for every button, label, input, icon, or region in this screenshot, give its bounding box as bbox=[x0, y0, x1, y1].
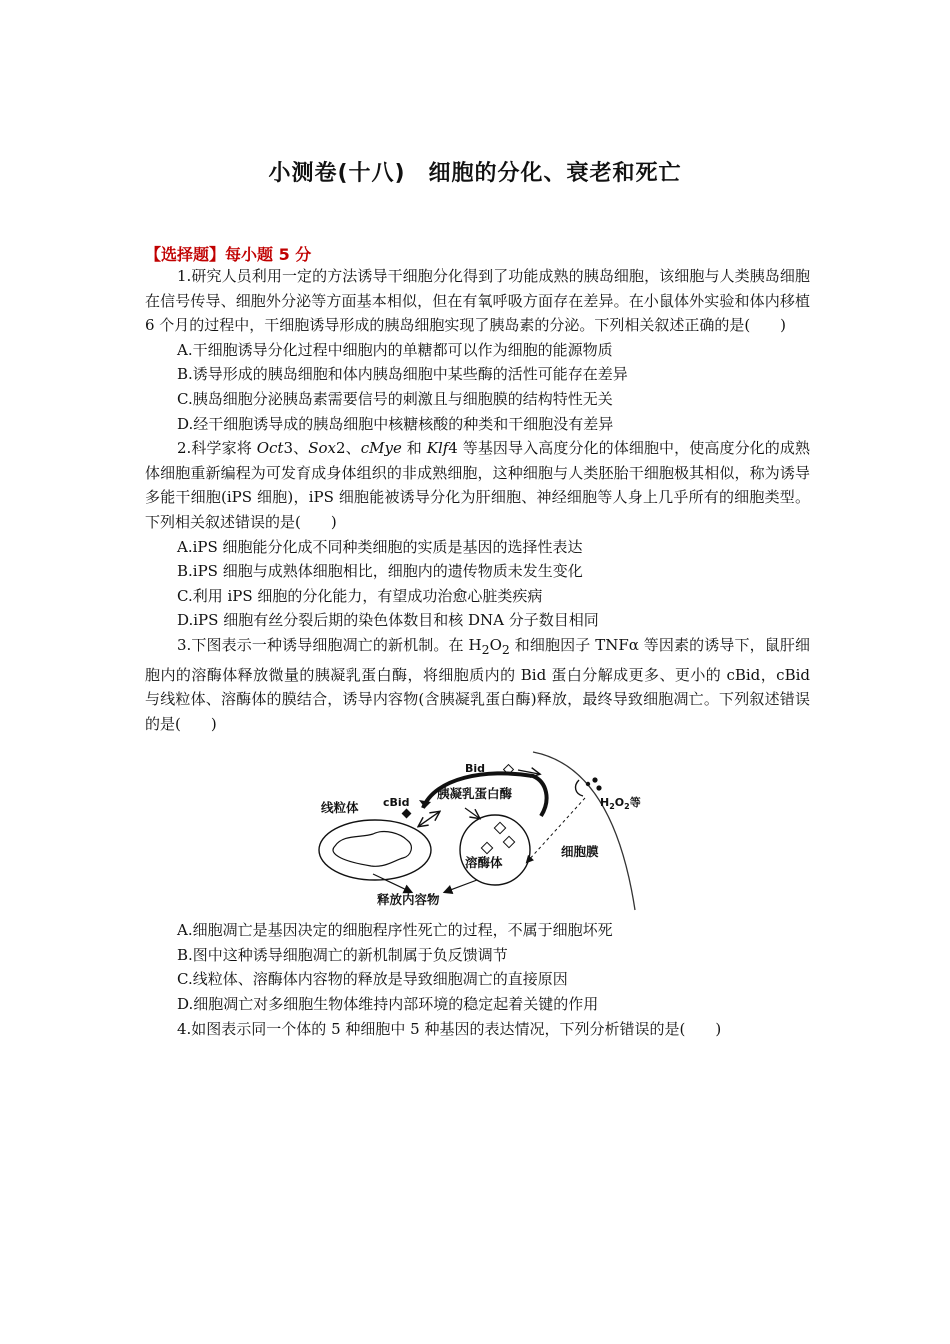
q2-stem-rest: 4 等基因导入高度分化的体细胞中，使高度分化的成熟体细胞重新编程为可发育成身体组织的非成熟细胞，这种细胞与人类胚胎干细胞极其相似，称为诱导多能干细胞(iPS 细胞)，iPS 细胞能被诱导分化为肝细胞、神经细胞等人身上几乎所有的细胞类型。下列相关叙述错误的是( ) bbox=[145, 439, 810, 531]
label-cell-membrane: 细胞膜 bbox=[561, 844, 599, 860]
question-1-option-b: B.诱导形成的胰岛细胞和体内胰岛细胞中某些酶的活性可能存在差异 bbox=[177, 365, 628, 384]
question-2-option-c: C.利用 iPS 细胞的分化能力，有望成功治愈心脏类疾病 bbox=[177, 586, 543, 605]
question-1-option-c: C.胰岛细胞分泌胰岛素需要信号的刺激且与细胞膜的结构特性无关 bbox=[177, 389, 613, 408]
mitochondrion-shape bbox=[319, 820, 431, 880]
question-3-option-b: B.图中这种诱导细胞凋亡的新机制属于负反馈调节 bbox=[177, 945, 508, 964]
q2-num2: 2、 bbox=[335, 439, 361, 458]
q2-mid: 和 bbox=[401, 439, 427, 458]
label-h2o2: $H_2O_2$等 bbox=[600, 796, 641, 812]
gene-sox: Sox bbox=[308, 439, 336, 458]
question-2-option-d: D.iPS 细胞有丝分裂后期的染色体数目和核 DNA 分子数目相同 bbox=[177, 611, 599, 630]
q3-sub-b: 2 bbox=[501, 641, 510, 657]
section-header: 【选择题】每小题 5 分 bbox=[145, 245, 312, 264]
question-2-option-b: B.iPS 细胞与成熟体细胞相比，细胞内的遗传物质未发生变化 bbox=[177, 562, 583, 581]
question-list bbox=[145, 264, 810, 1041]
question-3-option-a: A.细胞凋亡是基因决定的细胞程序性死亡的过程，不属于细胞坏死 bbox=[177, 921, 613, 940]
question-2-option-a: A.iPS 细胞能分化成不同种类细胞的实质是基因的选择性表达 bbox=[177, 537, 583, 556]
q3-stem-a: 3.下图表示一种诱导细胞凋亡的新机制。在 H bbox=[177, 635, 482, 654]
label-release-contents: 释放内容物 bbox=[377, 892, 440, 908]
question-3-stem bbox=[145, 633, 810, 736]
gene-oct: Oct bbox=[256, 439, 284, 458]
label-mitochondria: 线粒体 bbox=[321, 800, 359, 816]
question-4-stem: 4.如图表示同一个体的 5 种细胞中 5 种基因的表达情况，下列分析错误的是( ) bbox=[177, 1019, 722, 1038]
label-chymotrypsin: 胰凝乳蛋白酶 bbox=[437, 786, 513, 802]
label-cbid: cBid bbox=[383, 796, 410, 810]
question-3-option-d: D.细胞凋亡对多细胞生物体维持内部环境的稳定起着关键的作用 bbox=[177, 995, 599, 1014]
question-1-stem: 1.研究人员利用一定的方法诱导干细胞分化得到了功能成熟的胰岛细胞，该细胞与人类胰岛细胞在信号传导、细胞外分泌等方面基本相似，但在有氧呼吸方面存在差异。在小鼠体外实验和体内移植 6 个月的过程中，干细胞诱导形成的胰岛细胞实现了胰岛素的分泌。下列相关叙述正确的是( ) bbox=[145, 267, 810, 335]
q3-sub-a: 2 bbox=[481, 641, 490, 657]
lysosome-shape bbox=[460, 815, 530, 885]
q2-stem-prefix: 2.科学家将 bbox=[177, 439, 257, 458]
cell-membrane-arc bbox=[533, 752, 635, 910]
question-2-stem bbox=[145, 436, 810, 534]
q2-num1: 3、 bbox=[283, 439, 309, 458]
page-title: 小测卷(十八) 细胞的分化、衰老和死亡 bbox=[268, 161, 682, 186]
question-1-option-d: D.经干细胞诱导成的胰岛细胞中核糖核酸的种类和干细胞没有差异 bbox=[177, 414, 614, 433]
apoptosis-diagram bbox=[145, 742, 810, 912]
q3-o-letter: O bbox=[489, 635, 502, 654]
q3-stem-b: 和细胞因子 TNFα 等因素的诱导下，鼠肝细胞内的溶酶体释放微量的胰凝乳蛋白酶，将细胞质内的 Bid 蛋白分解成更多、更小的 cBid，cBid 与线粒体、溶酶体的膜结合，诱导内容物(含胰凝乳蛋白酶)释放，最终导致细胞凋亡。下列叙述错误的是( ) bbox=[145, 635, 810, 733]
question-3-option-c: C.线粒体、溶酶体内容物的释放是导致细胞凋亡的直接原因 bbox=[177, 970, 568, 989]
gene-cmye: cMye bbox=[360, 439, 402, 458]
label-bid: Bid bbox=[465, 762, 486, 776]
question-1-option-a: A.干细胞诱导分化过程中细胞内的单糖都可以作为细胞的能源物质 bbox=[177, 340, 613, 359]
label-lysosome: 溶酶体 bbox=[465, 855, 503, 871]
gene-klf: Klf bbox=[426, 439, 449, 458]
